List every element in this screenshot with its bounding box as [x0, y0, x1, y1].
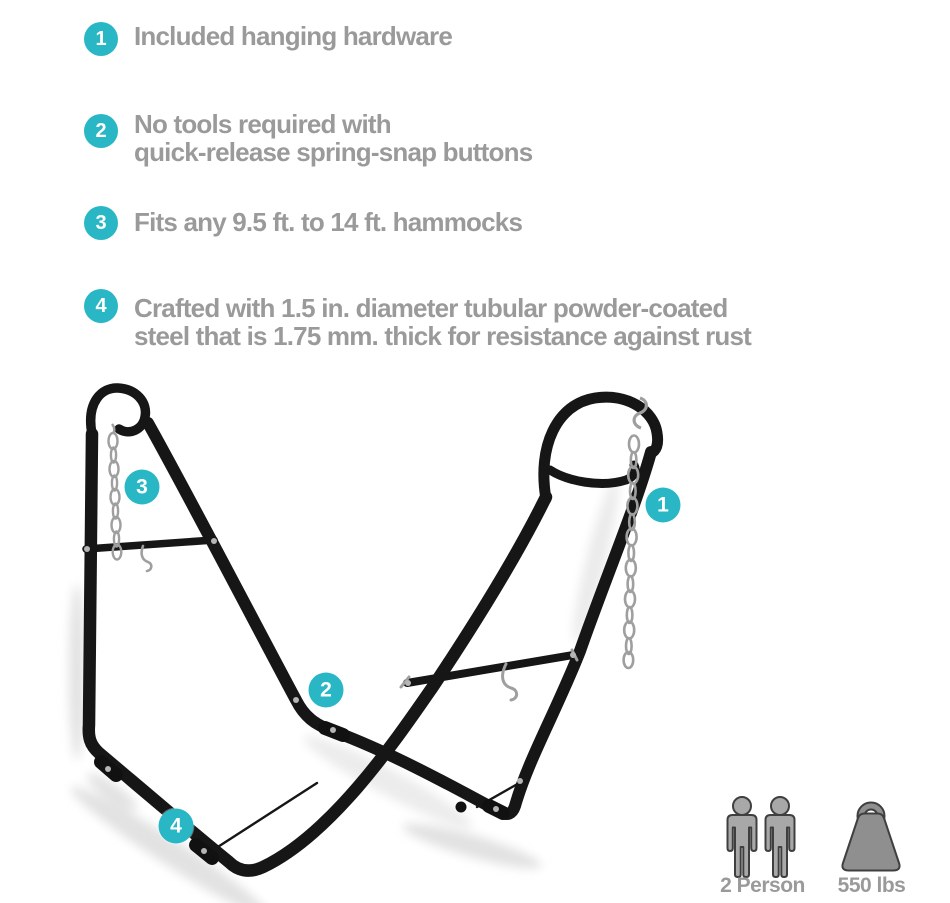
weight-capacity-label: 550 lbs [837, 874, 906, 897]
weight-icon [842, 803, 899, 871]
left-chain-icon [109, 424, 122, 560]
feature-1-badge: 1 [84, 22, 118, 56]
left-crossbar [86, 540, 214, 549]
left-hook [91, 388, 146, 434]
callout-marker-2: 2 [309, 673, 344, 708]
feature-line: Included hanging hardware [134, 21, 453, 51]
feature-3-badge: 3 [84, 206, 118, 240]
feature-line: steel that is 1.75 mm. thick for resistance against rust [134, 321, 752, 351]
stand-frame [86, 388, 658, 871]
callout-marker-4: 4 [159, 809, 194, 844]
feature-4-badge: 4 [84, 289, 118, 323]
right-hook-curl [550, 465, 635, 483]
foot-knob [456, 802, 467, 813]
person-icon [766, 797, 795, 877]
feature-line: Crafted with 1.5 in. diameter tubular powder-coated [134, 293, 728, 323]
s-hook-icon [142, 546, 152, 571]
two-person-icon [728, 797, 795, 877]
feature-line: quick-release spring-snap buttons [134, 137, 533, 167]
shadows [64, 475, 626, 903]
feature-2-text [134, 110, 532, 166]
feature-2-badge: 2 [84, 114, 118, 148]
right-chain-icon [624, 398, 647, 668]
feature-line: No tools required with [134, 109, 391, 139]
callout-marker-3: 3 [125, 470, 160, 505]
person-icon [728, 797, 757, 877]
right-crossbar [407, 655, 573, 683]
feature-3-text [134, 208, 522, 236]
persons-capacity-label: 2 Person [720, 874, 805, 897]
feature-4-text [134, 294, 751, 350]
feature-1-text [134, 22, 452, 50]
feature-line: Fits any 9.5 ft. to 14 ft. hammocks [134, 207, 523, 237]
callout-marker-1: 1 [646, 488, 681, 523]
